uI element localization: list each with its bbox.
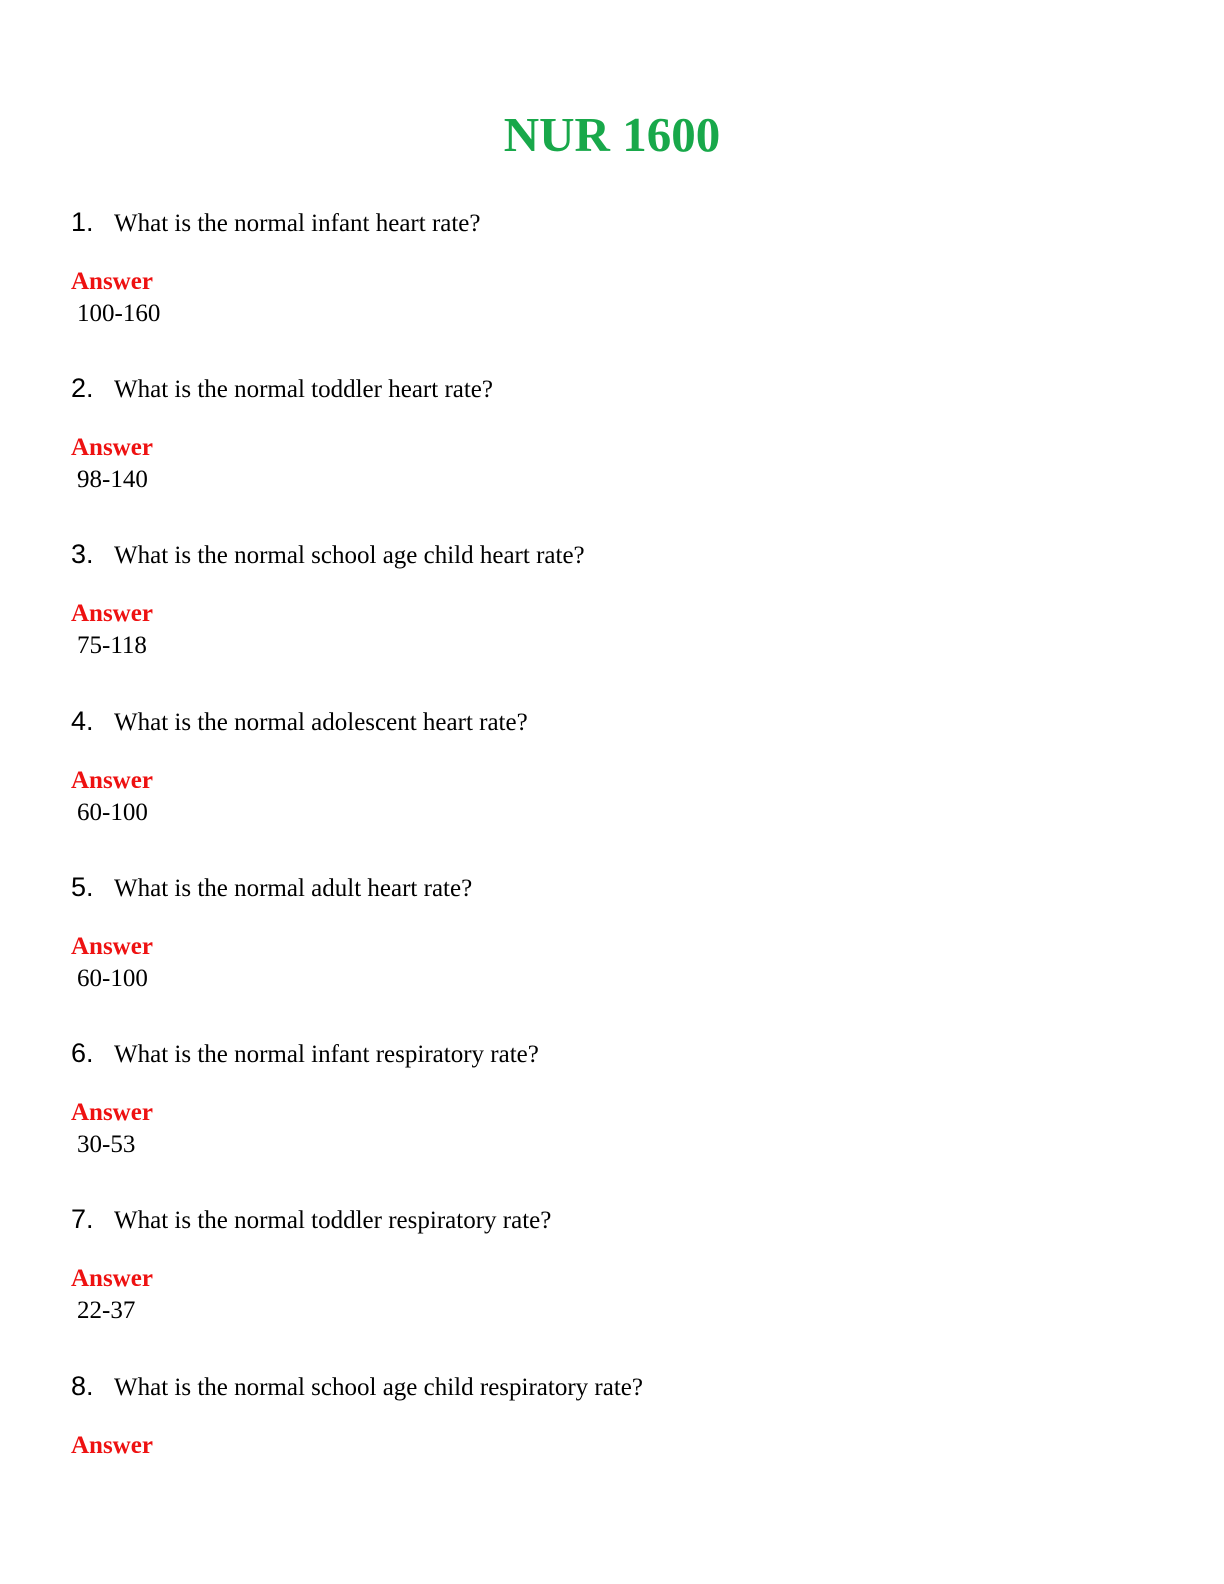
question-number: 5. [71, 872, 94, 902]
question-number: 6. [71, 1038, 94, 1068]
question-number: 3. [71, 539, 94, 569]
answer-label: Answer [71, 1265, 153, 1292]
answer-value: 100-160 [77, 300, 161, 327]
question [71, 371, 493, 405]
question-text: What is the normal school age child respiratory rate? [114, 1374, 643, 1401]
page-title: NUR 1600 [503, 106, 721, 162]
answer-value: 75-118 [77, 632, 147, 659]
answer-label: Answer [71, 933, 153, 960]
question [71, 1036, 539, 1070]
question-text: What is the normal toddler heart rate? [114, 376, 494, 403]
answer-value: 98-140 [77, 466, 148, 493]
answer-label: Answer [71, 434, 153, 461]
question-text: What is the normal school age child heart rate? [114, 542, 585, 569]
answer-label: Answer [71, 1099, 153, 1126]
question [71, 1202, 551, 1236]
question-text: What is the normal adult heart rate? [114, 875, 473, 902]
question-number: 2. [71, 373, 94, 403]
answer-value: 22-37 [77, 1297, 136, 1324]
answer-label: Answer [71, 600, 153, 627]
answer-label: Answer [71, 268, 153, 295]
question-text: What is the normal infant heart rate? [114, 210, 481, 237]
answer-value: 60-100 [77, 799, 148, 826]
question [71, 205, 481, 239]
question [71, 870, 472, 904]
question-text: What is the normal adolescent heart rate? [114, 709, 528, 736]
question [71, 704, 528, 738]
question-number: 8. [71, 1371, 94, 1401]
answer-label: Answer [71, 767, 153, 794]
answer-value: 30-53 [77, 1131, 136, 1158]
question-number: 4. [71, 706, 94, 736]
question-number: 1. [71, 207, 94, 237]
question-number: 7. [71, 1204, 94, 1234]
question-text: What is the normal toddler respiratory rate? [114, 1207, 552, 1234]
question [71, 537, 585, 571]
question [71, 1369, 643, 1403]
answer-value: 60-100 [77, 965, 148, 992]
question-text: What is the normal infant respiratory rate? [114, 1041, 539, 1068]
answer-label: Answer [71, 1432, 153, 1459]
